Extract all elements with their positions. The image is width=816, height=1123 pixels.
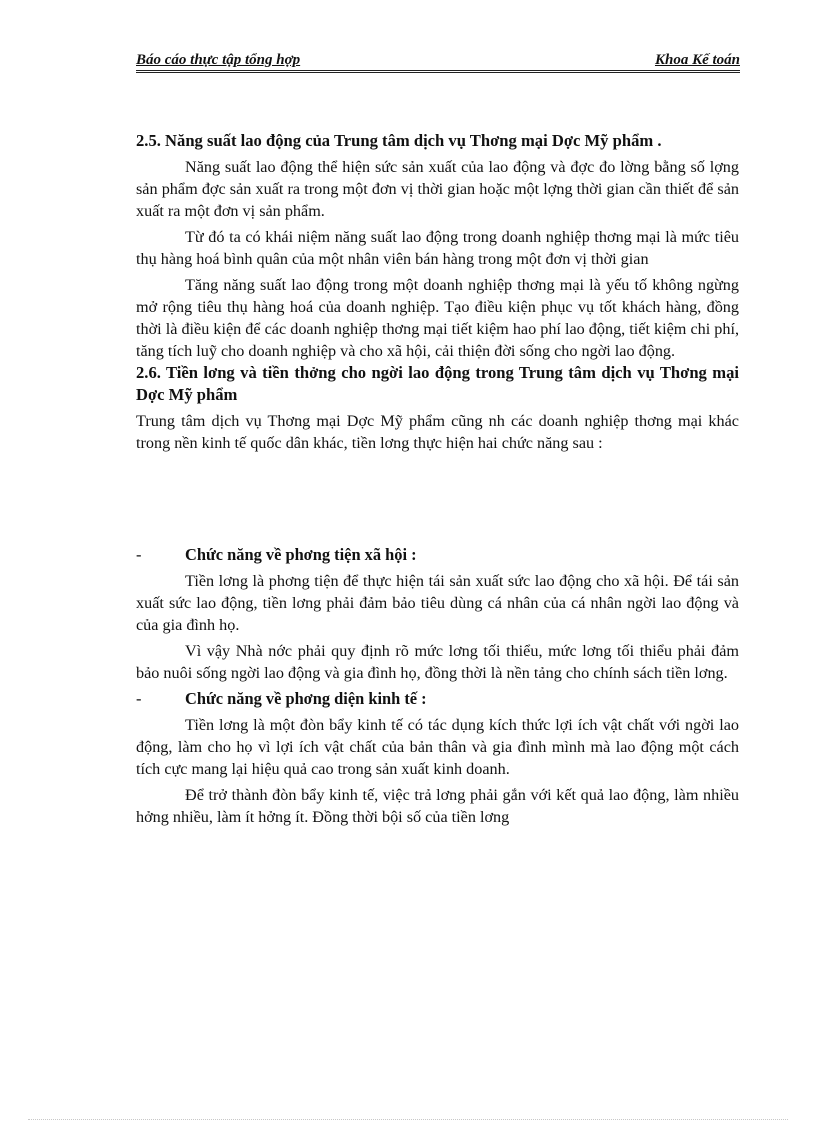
- function-social-paragraph-2: Vì vậy Nhà nớc phải quy định rõ mức lơng tối thiểu, mức lơng tối thiểu phải đảm bảo nuôi sống ngời lao động và gia đình họ, đồng thời là nền tảng cho chính sách tiền lơng.: [136, 642, 739, 682]
- list-dash: -: [136, 689, 142, 708]
- section-2-5-paragraph-1: Năng suất lao động thể hiện sức sản xuất của lao động và đợc đo lờng bằng số lợng sản phẩm đợc sản xuất ra trong một đơn vị thời gian hoặc một lợng thời gian cần thiết để sản xuất ra một đơn vị sản phẩm.: [136, 158, 739, 220]
- page-header: [136, 50, 740, 73]
- function-economic-heading: [136, 688, 739, 710]
- list-dash: -: [136, 545, 142, 564]
- header-faculty: Khoa Kế toán: [654, 52, 740, 68]
- function-economic-paragraph-1: Tiền lơng là một đòn bẩy kinh tế có tác dụng kích thức lợi ích vật chất với ngời lao động, làm cho họ vì lợi ích vật chất của bản thân và gia đình mình mà lao động một cách tích cực mang lại hiệu quả cao trong sản xuất kinh doanh.: [136, 716, 739, 778]
- section-2-6-heading: 2.6. Tiền lơng và tiền thởng cho ngời lao động trong Trung tâm dịch vụ Thơng mại Dợc Mỹ phẩm: [136, 363, 739, 404]
- function-social-paragraph-1: Tiền lơng là phơng tiện để thực hiện tái sản xuất sức lao động cho xã hội. Để tái sản xuất sức lao động, tiền lơng phải đảm bảo tiêu dùng cá nhân của cá nhân ngời lao động và của gia đình họ.: [136, 572, 739, 634]
- function-economic-title: Chức năng về phơng diện kinh tế :: [185, 689, 427, 708]
- section-2-5-heading: 2.5. Năng suất lao động của Trung tâm dịch vụ Thơng mại Dợc Mỹ phẩm .: [136, 131, 662, 150]
- header-report-title: Báo cáo thực tập tổng hợp: [136, 52, 301, 68]
- function-economic-paragraph-2: Để trở thành đòn bẩy kinh tế, việc trả lơng phải gắn với kết quả lao động, làm nhiều hởng nhiều, làm ít hởng ít. Đồng thời bội số của tiền lơng: [136, 786, 739, 826]
- section-2-6-intro: Trung tâm dịch vụ Thơng mại Dợc Mỹ phẩm cũng nh các doanh nghiệp thơng mại khác trong nền kinh tế quốc dân khác, tiền lơng thực hiện hai chức năng sau :: [136, 412, 739, 452]
- page-bottom-divider: [28, 1119, 788, 1120]
- section-2-5-paragraph-2: Từ đó ta có khái niệm năng suất lao động trong doanh nghiệp thơng mại là mức tiêu thụ hàng hoá bình quân của một nhân viên bán hàng trong một đơn vị thời gian: [136, 228, 739, 268]
- document-body: [136, 130, 739, 828]
- function-social-heading: [136, 544, 739, 566]
- function-social-title: Chức năng về phơng tiện xã hội :: [185, 545, 417, 564]
- section-2-5-paragraph-3: Tăng năng suất lao động trong một doanh nghiệp thơng mại là yếu tố không ngừng mở rộng tiêu thụ hàng hoá của doanh nghiệp. Tạo điều kiện phục vụ tốt khách hàng, đồng thời là điều kiện để các doanh nghiệp thơng mại tiết kiệm hao phí lao động, tiết kiệm chi phí, tăng tích luỹ cho doanh nghiệp và cho xã hội, cải thiện đời sống cho ngời lao động.: [136, 276, 739, 360]
